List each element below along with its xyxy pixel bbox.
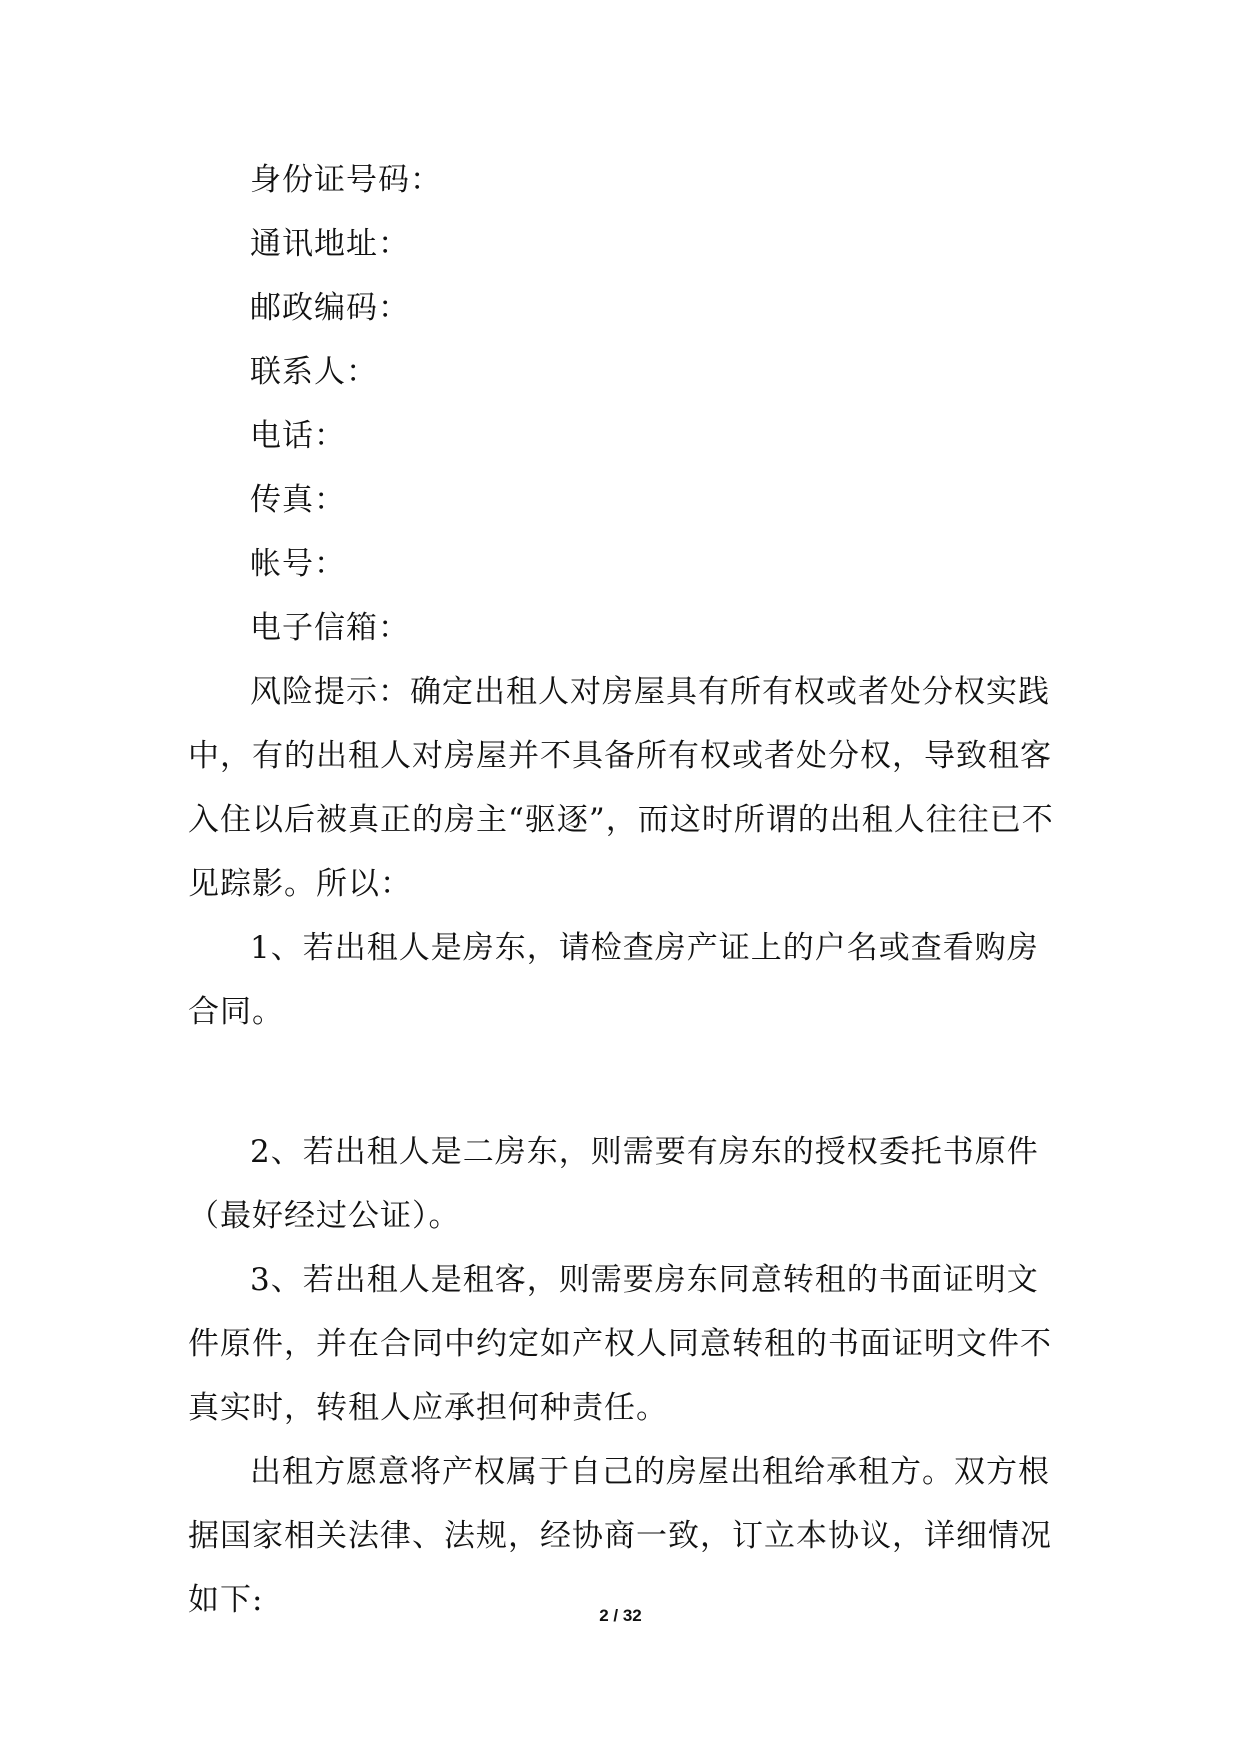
- field-id-number: 身份证号码：: [250, 162, 442, 198]
- item-1-paragraph: 1、若出租人是房东，请检查房产证上的户名或查看购房合同。: [188, 930, 1039, 1030]
- closing-paragraph: 出租方愿意将产权属于自己的房屋出租给承租方。双方根据国家相关法律、法规，经协商一致，订立本协议，详细情况如下:: [188, 1454, 1052, 1618]
- contact-fields: [188, 148, 1068, 660]
- risk-note-block: [188, 660, 1068, 916]
- item-3-block: [188, 1248, 1068, 1440]
- item-1-block: [188, 916, 1068, 1044]
- field-postal-code: 邮政编码：: [250, 290, 410, 326]
- closing-block: [188, 1440, 1068, 1632]
- field-address: 通讯地址：: [250, 226, 410, 262]
- field-phone: 电话：: [250, 418, 346, 454]
- page-number: 2 / 32: [599, 1606, 642, 1625]
- item-2-block: [188, 1120, 1068, 1248]
- field-contact-person: 联系人：: [250, 354, 378, 390]
- field-account: 帐号：: [250, 546, 346, 582]
- field-fax: 传真：: [250, 482, 346, 518]
- item-3-paragraph: 3、若出租人是租客，则需要房东同意转租的书面证明文件原件，并在合同中约定如产权人同意转租的书面证明文件不真实时，转租人应承担何种责任。: [188, 1262, 1052, 1426]
- risk-note-paragraph: 风险提示：确定出租人对房屋具有所有权或者处分权实践中，有的出租人对房屋并不具备所有权或者处分权，导致租客入住以后被真正的房主“驱逐”，而这时所谓的出租人往往已不见踪影。所以：: [188, 674, 1054, 902]
- field-email: 电子信箱：: [250, 610, 410, 646]
- item-2-paragraph: 2、若出租人是二房东，则需要有房东的授权委托书原件（最好经过公证）。: [188, 1134, 1039, 1234]
